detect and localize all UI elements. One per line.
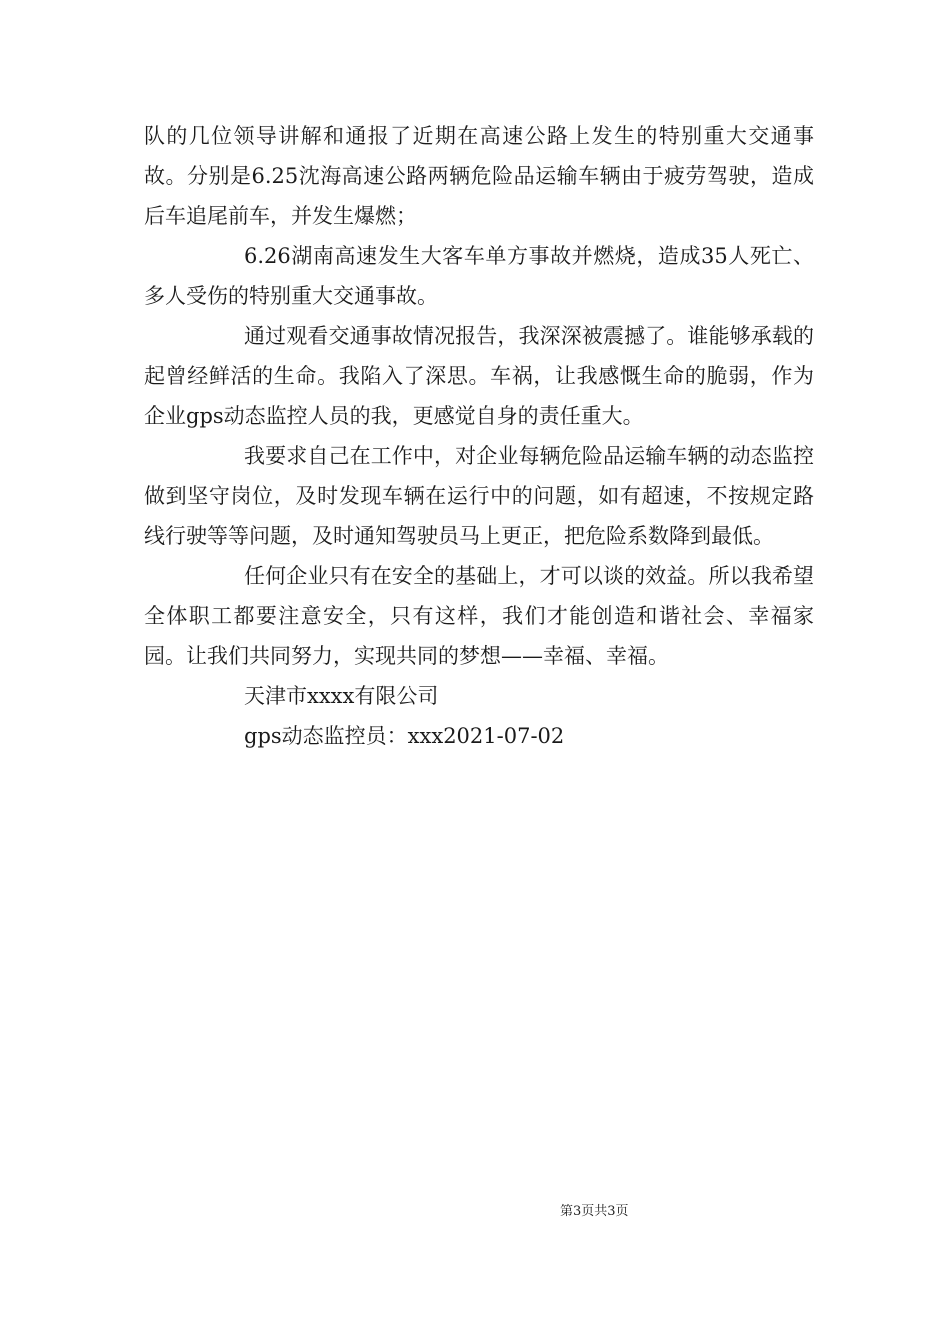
paragraph-conclusion: 任何企业只有在安全的基础上，才可以谈的效益。所以我希望全体职工都要注意安全，只有这样，我们才能创造和谐社会、幸福家园。让我们共同努力，实现共同的梦想——幸福、幸福。: [144, 564, 814, 668]
paragraph-hunan-accident: 6.26湖南高速发生大客车单方事故并燃烧，造成35人死亡、多人受伤的特别重大交通事故。: [144, 244, 814, 308]
paragraph-continuation: 队的几位领导讲解和通报了近期在高速公路上发生的特别重大交通事故。分别是6.25沈海高速公路两辆危险品运输车辆由于疲劳驾驶，造成后车追尾前车，并发生爆燃；: [144, 124, 814, 228]
page-number: 第3页共3页: [560, 1204, 629, 1219]
paragraph-commitment: 我要求自己在工作中，对企业每辆危险品运输车辆的动态监控做到坚守岗位，及时发现车辆在运行中的问题，如有超速，不按规定路线行驶等等问题，及时通知驾驶员马上更正，把危险系数降到最低。: [144, 444, 814, 548]
paragraph-reflection: 通过观看交通事故情况报告，我深深被震撼了。谁能够承载的起曾经鲜活的生命。我陷入了深思。车祸，让我感慨生命的脆弱，作为企业gps动态监控人员的我，更感觉自身的责任重大。: [144, 324, 814, 428]
signature-person-date: gps动态监控员：xxx2021-07-02: [244, 724, 565, 748]
document-body: [144, 116, 814, 756]
signature-company: 天津市xxxx有限公司: [244, 684, 439, 708]
